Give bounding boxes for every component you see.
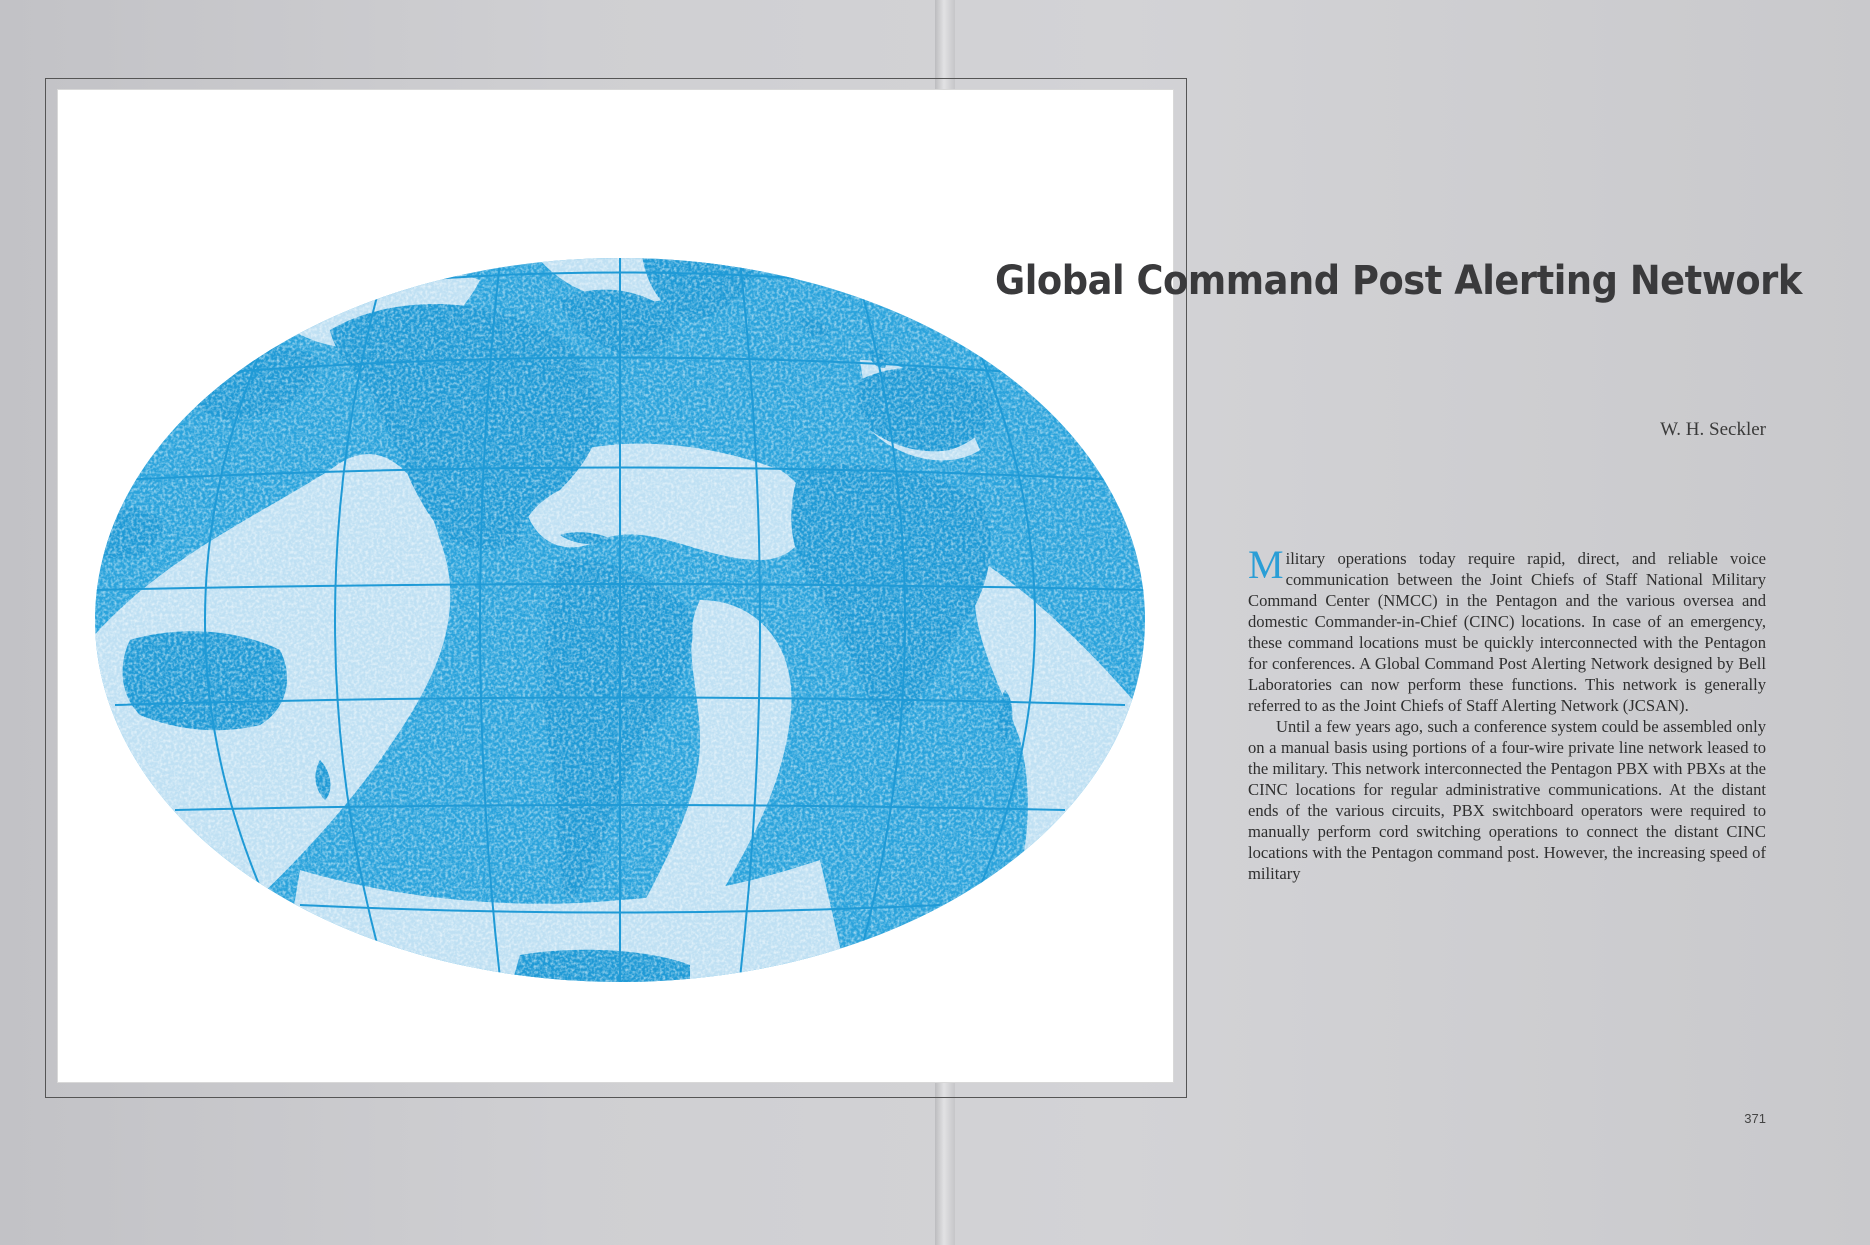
paragraph-2: Until a few years ago, such a conference system could be assembled only on a manual basis using portions of a four-wire private line network leased to the military. This network interconnected the Pentagon PBX with PBXs at the CINC locations for regular administrative communications. At the distant ends of the various circuits, PBX switchboard operators were required to manually perform cord switching operations to connect the distant CINC locations with the Pentagon command post. However, the increasing speed of military (1248, 717, 1766, 883)
paragraph-1 (1248, 542, 1766, 716)
article-body (1248, 542, 1766, 884)
article-title: Global Command Post Alerting Network (995, 258, 1802, 304)
drop-cap: M (1248, 542, 1284, 587)
page-number: 371 (1744, 1111, 1766, 1126)
paragraph-1-text: ilitary operations today require rapid, direct, and reliable voice communication between the Joint Chiefs of Staff National Military Command Center (NMCC) in the Pentagon and the various oversea and domestic Commander-in-Chief (CINC) locations. In case of an emergency, these command locations must be quickly interconnected with the Pentagon for conferences. A Global Command Post Alerting Network designed by Bell Laboratories can now perform these functions. This network is generally referred to as the Joint Chiefs of Staff Alerting Network (JCSAN). (1248, 549, 1766, 715)
author-byline: W. H. Seckler (1660, 419, 1766, 440)
